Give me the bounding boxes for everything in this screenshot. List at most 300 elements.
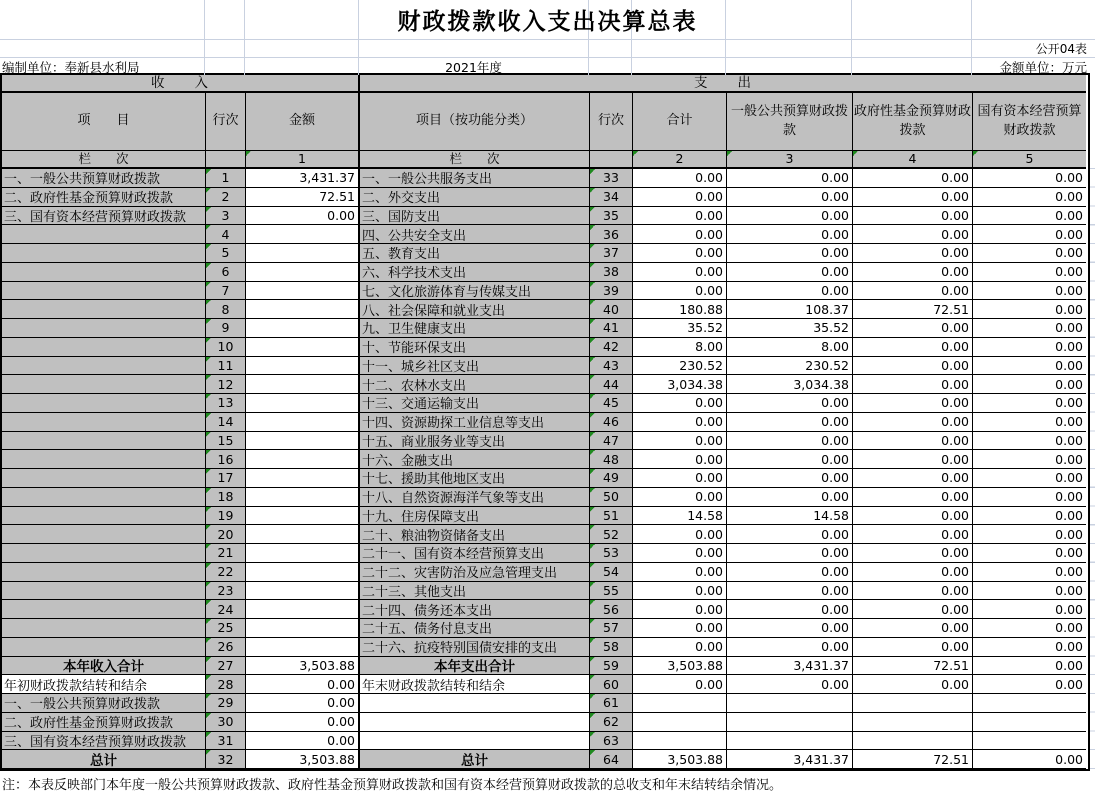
expense-value-cell-text: 0.00	[821, 245, 849, 261]
income-amount-cell-text: 3,431.37	[299, 170, 355, 186]
band-expenditure	[360, 75, 1086, 93]
expense-value-cell-text: 0.00	[695, 226, 723, 242]
expense-value-cell	[853, 282, 973, 301]
income-item-cell	[2, 488, 206, 507]
expense-value-cell-text: 0.00	[941, 432, 969, 448]
expense-value-cell-text: 0.00	[941, 395, 969, 411]
grid-cell	[632, 40, 726, 57]
expense-value-cell	[633, 188, 727, 207]
income-item-cell	[2, 338, 206, 357]
income-amount-cell	[246, 525, 360, 544]
expense-item-cell-text: 二、外交支出	[362, 191, 441, 207]
expense-item-cell-text: 十五、商业服务业等支出	[362, 434, 506, 450]
cell-flag-icon	[206, 413, 211, 418]
expense-value-cell-text: 3,503.88	[667, 751, 723, 767]
expense-rowno-cell-text: 45	[603, 395, 619, 411]
expense-value-cell	[727, 300, 853, 319]
expense-value-cell-text: 0.00	[941, 601, 969, 617]
expense-rowno-cell	[590, 413, 633, 432]
expense-value-cell	[973, 450, 1086, 469]
expense-value-cell	[853, 600, 973, 619]
grid-cell	[359, 40, 589, 57]
col-header-total	[633, 93, 727, 151]
expense-value-cell	[973, 432, 1086, 451]
cell-flag-icon	[206, 488, 211, 493]
income-rowno-cell	[206, 675, 246, 694]
grid-cell	[245, 40, 359, 57]
expense-value-cell-text: 72.51	[933, 751, 969, 767]
income-rowno-cell-text: 3	[221, 207, 230, 223]
cell-flag-icon	[206, 207, 211, 212]
income-item-cell-text: 二、政府性基金预算财政拨款	[4, 716, 174, 732]
income-rowno-cell-text: 9	[221, 320, 230, 336]
expense-item-cell-text: 十、节能环保支出	[362, 341, 467, 357]
expense-rowno-cell-text: 42	[603, 339, 619, 355]
cell-flag-icon	[206, 600, 211, 605]
expense-value-cell-text: 0.00	[1055, 320, 1083, 336]
grid-cell	[205, 40, 245, 57]
income-rowno-cell-text: 16	[217, 451, 234, 467]
expense-value-cell	[853, 300, 973, 319]
col-header-item-right	[360, 93, 590, 151]
expense-value-cell	[633, 657, 727, 676]
expense-value-cell	[973, 525, 1086, 544]
expense-item-cell-text: 二十四、债务还本支出	[362, 603, 493, 619]
expense-value-cell	[633, 300, 727, 319]
expense-item-cell-text: 十三、交通运输支出	[362, 397, 480, 413]
grid-cell	[852, 58, 972, 76]
expense-value-cell-text: 0.00	[1055, 639, 1083, 655]
expense-item-cell	[360, 188, 590, 207]
income-rowno-cell-text: 30	[217, 714, 234, 730]
lanci-col-3	[727, 151, 853, 169]
income-amount-cell	[246, 638, 360, 657]
income-rowno-cell-text: 5	[221, 245, 230, 261]
cell-flag-icon	[246, 151, 251, 156]
income-item-cell-text: 本年收入合计	[63, 659, 144, 676]
title-row	[0, 0, 1095, 40]
income-amount-cell-text: 72.51	[319, 189, 355, 205]
expense-item-cell-text: 七、文化旅游体育与传媒支出	[362, 284, 532, 300]
income-rowno-cell	[206, 657, 246, 676]
expense-value-cell	[727, 675, 853, 694]
expense-item-cell-text: 十八、自然资源海洋气象等支出	[362, 491, 545, 507]
expense-value-cell	[727, 657, 853, 676]
income-item-cell	[2, 750, 206, 769]
expense-rowno-cell-text: 49	[603, 470, 619, 486]
page-title: 财政拨款收入支出决算总表	[397, 9, 698, 35]
expense-value-cell	[727, 694, 853, 713]
income-rowno-cell	[206, 319, 246, 338]
expense-value-cell	[727, 732, 853, 751]
expense-value-cell-text: 0.00	[1055, 207, 1083, 223]
expense-value-cell	[853, 732, 973, 751]
expense-value-cell	[633, 282, 727, 301]
expense-rowno-cell-text: 48	[603, 451, 619, 467]
expense-value-cell	[853, 432, 973, 451]
expense-value-cell	[973, 375, 1086, 394]
income-amount-cell	[246, 450, 360, 469]
expense-value-cell	[973, 169, 1086, 188]
income-item-cell	[2, 619, 206, 638]
expense-rowno-cell	[590, 319, 633, 338]
cell-flag-icon	[590, 432, 595, 437]
income-amount-cell	[246, 394, 360, 413]
expense-value-cell-text: 0.00	[1055, 526, 1083, 542]
income-rowno-cell-text: 7	[221, 282, 230, 298]
sheet-edge-gridlines	[1090, 168, 1095, 770]
expense-value-cell	[633, 413, 727, 432]
expense-value-cell-text: 0.00	[821, 451, 849, 467]
expense-value-cell-text: 0.00	[941, 620, 969, 636]
expense-item-cell-text: 十四、资源勘探工业信息等支出	[362, 416, 545, 432]
expense-value-cell	[633, 357, 727, 376]
expense-value-cell-text: 3,431.37	[793, 751, 849, 767]
expense-value-cell	[853, 582, 973, 601]
income-amount-cell-text: 0.00	[327, 695, 355, 711]
expense-item-cell	[360, 525, 590, 544]
expense-value-cell-text: 0.00	[821, 470, 849, 486]
expense-value-cell-text: 0.00	[1055, 282, 1083, 298]
expense-item-cell-text: 六、科学技术支出	[362, 266, 467, 282]
expense-value-cell	[973, 225, 1086, 244]
income-item-cell	[2, 432, 206, 451]
income-item-cell	[2, 638, 206, 657]
income-rowno-cell-text: 11	[217, 357, 234, 373]
meta-row-2	[0, 58, 1095, 73]
income-amount-cell-text: 0.00	[327, 207, 355, 223]
income-rowno-cell-text: 15	[217, 432, 234, 448]
expense-value-cell-text: 3,503.88	[667, 657, 723, 673]
expense-value-cell-text: 0.00	[695, 207, 723, 223]
expense-rowno-cell-text: 34	[603, 189, 619, 205]
grid-cell	[589, 58, 632, 76]
income-rowno-cell-text: 4	[221, 226, 230, 242]
expense-rowno-cell	[590, 300, 633, 319]
expense-item-cell	[360, 694, 590, 713]
income-rowno-cell	[206, 507, 246, 526]
expense-value-cell-text: 8.00	[695, 339, 723, 355]
cell-flag-icon	[590, 582, 595, 587]
income-rowno-cell	[206, 263, 246, 282]
expense-value-cell-text: 0.00	[941, 357, 969, 373]
income-rowno-cell-text: 1	[221, 170, 230, 186]
lanci-left-label	[2, 151, 206, 169]
expense-value-cell	[973, 207, 1086, 226]
income-rowno-cell-text: 28	[217, 676, 234, 692]
expense-item-cell-text: 十二、农林水支出	[362, 378, 467, 394]
expense-value-cell-text: 0.00	[1055, 564, 1083, 580]
income-rowno-cell-text: 13	[217, 395, 234, 411]
expense-value-cell	[973, 488, 1086, 507]
col-header-amount-label: 金额	[288, 113, 315, 129]
income-item-cell	[2, 357, 206, 376]
expense-value-cell-text: 0.00	[941, 376, 969, 392]
expense-value-cell-text: 0.00	[695, 601, 723, 617]
expense-value-cell	[853, 469, 973, 488]
expense-value-cell-text: 0.00	[1055, 357, 1083, 373]
grid-cell	[632, 58, 726, 76]
expense-item-cell	[360, 582, 590, 601]
expense-value-cell-text: 0.00	[695, 170, 723, 186]
expense-value-cell-text: 0.00	[1055, 395, 1083, 411]
income-amount-cell	[246, 600, 360, 619]
expense-rowno-cell	[590, 525, 633, 544]
expense-rowno-cell	[590, 600, 633, 619]
expense-value-cell-text: 35.52	[687, 320, 723, 336]
cell-flag-icon	[590, 525, 595, 530]
income-rowno-cell-text: 23	[217, 582, 234, 598]
expense-value-cell-text: 0.00	[695, 189, 723, 205]
cell-flag-icon	[590, 357, 595, 362]
income-rowno-cell-text: 31	[217, 732, 234, 748]
expense-value-cell-text: 0.00	[1055, 451, 1083, 467]
footnote: 注：本表反映部门本年度一般公共预算财政拨款、政府性基金预算财政拨款和国有资本经营预算财政拨款的总收支和年末结转结余情况。	[2, 778, 783, 792]
expense-value-cell-text: 0.00	[941, 470, 969, 486]
income-amount-cell-text: 0.00	[327, 732, 355, 748]
income-item-cell	[2, 713, 206, 732]
cell-flag-icon	[590, 263, 595, 268]
expense-value-cell-text: 0.00	[1055, 301, 1083, 317]
income-rowno-cell-text: 6	[221, 264, 230, 280]
expense-item-cell	[360, 732, 590, 751]
cell-flag-icon	[590, 675, 595, 680]
col-header-item-left	[2, 93, 206, 151]
expense-value-cell	[973, 188, 1086, 207]
expense-value-cell	[853, 244, 973, 263]
income-rowno-cell-text: 21	[217, 545, 234, 561]
expense-item-cell	[360, 469, 590, 488]
cell-flag-icon	[590, 469, 595, 474]
income-item-cell	[2, 525, 206, 544]
expense-value-cell-text: 0.00	[821, 395, 849, 411]
grid-cell	[205, 58, 245, 76]
cell-flag-icon	[206, 582, 211, 587]
expense-value-cell	[633, 244, 727, 263]
expense-value-cell-text: 14.58	[687, 507, 723, 523]
expense-value-cell-text: 0.00	[821, 601, 849, 617]
lanci-left-text: 栏 次	[78, 151, 129, 167]
income-amount-cell	[246, 582, 360, 601]
income-amount-cell	[246, 188, 360, 207]
expense-item-cell-text: 四、公共安全支出	[362, 228, 467, 244]
expense-value-cell	[973, 413, 1086, 432]
lanci-col-5-label: 5	[1025, 151, 1034, 167]
expense-value-cell	[973, 544, 1086, 563]
expense-value-cell-text: 0.00	[941, 189, 969, 205]
expense-rowno-cell-text: 58	[603, 639, 619, 655]
expense-rowno-cell	[590, 450, 633, 469]
expense-value-cell	[973, 319, 1086, 338]
income-item-cell-text: 二、政府性基金预算财政拨款	[4, 191, 174, 207]
expense-value-cell	[853, 525, 973, 544]
expense-value-cell-text: 0.00	[821, 582, 849, 598]
expense-rowno-cell-text: 64	[603, 751, 619, 767]
expense-value-cell	[853, 507, 973, 526]
cell-flag-icon	[590, 694, 595, 699]
band-expenditure-label: 支 出	[694, 75, 752, 91]
income-amount-cell	[246, 169, 360, 188]
expense-value-cell	[973, 244, 1086, 263]
income-rowno-cell	[206, 619, 246, 638]
income-item-cell-text: 三、国有资本经营预算财政拨款	[4, 734, 187, 750]
lanci-col-4	[853, 151, 973, 169]
expense-item-cell	[360, 750, 590, 769]
cell-flag-icon	[206, 432, 211, 437]
income-rowno-cell-text: 26	[217, 639, 234, 655]
expense-value-cell-text: 0.00	[1055, 676, 1083, 692]
expense-value-cell	[727, 225, 853, 244]
expense-item-cell	[360, 413, 590, 432]
income-item-cell	[2, 300, 206, 319]
lanci-empty-cell	[590, 151, 633, 169]
cell-flag-icon	[206, 619, 211, 624]
expense-rowno-cell	[590, 694, 633, 713]
expense-value-cell-text: 0.00	[695, 245, 723, 261]
expense-value-cell-text: 0.00	[1055, 545, 1083, 561]
expense-value-cell-text: 0.00	[821, 414, 849, 430]
expense-value-cell	[853, 319, 973, 338]
expense-rowno-cell	[590, 638, 633, 657]
expense-item-cell-text: 二十六、抗疫特别国债安排的支出	[362, 641, 558, 657]
band-income	[2, 75, 360, 93]
income-amount-cell	[246, 300, 360, 319]
expense-value-cell-text: 0.00	[1055, 489, 1083, 505]
income-item-cell	[2, 469, 206, 488]
cell-flag-icon	[590, 619, 595, 624]
expense-rowno-cell	[590, 282, 633, 301]
income-amount-cell	[246, 338, 360, 357]
expense-item-cell-text: 十六、金融支出	[362, 453, 454, 469]
expense-value-cell	[973, 563, 1086, 582]
expense-rowno-cell-text: 51	[603, 507, 619, 523]
cell-flag-icon	[206, 563, 211, 568]
income-item-cell	[2, 657, 206, 676]
cell-flag-icon	[590, 300, 595, 305]
expense-rowno-cell-text: 60	[603, 676, 619, 692]
expense-rowno-cell	[590, 188, 633, 207]
expense-value-cell-text: 0.00	[695, 564, 723, 580]
expense-value-cell-text: 108.37	[805, 301, 849, 317]
col-header-rowno-left-label: 行次	[212, 113, 239, 129]
income-rowno-cell-text: 17	[217, 470, 234, 486]
cell-flag-icon	[206, 507, 211, 512]
lanci-col-2-label: 2	[675, 151, 684, 167]
expense-value-cell	[973, 732, 1086, 751]
income-amount-cell	[246, 282, 360, 301]
income-amount-cell	[246, 713, 360, 732]
col-header-gov-fund	[853, 93, 973, 151]
expense-value-cell-text: 0.00	[821, 545, 849, 561]
income-rowno-cell-text: 8	[221, 301, 230, 317]
cell-flag-icon	[206, 544, 211, 549]
expense-rowno-cell-text: 39	[603, 282, 619, 298]
income-amount-cell	[246, 244, 360, 263]
expense-item-cell	[360, 375, 590, 394]
expense-item-cell	[360, 282, 590, 301]
income-amount-cell	[246, 544, 360, 563]
expense-value-cell-text: 0.00	[1055, 245, 1083, 261]
expense-value-cell-text: 0.00	[821, 170, 849, 186]
cell-flag-icon	[590, 657, 595, 662]
expense-value-cell	[727, 450, 853, 469]
expense-value-cell	[973, 394, 1086, 413]
income-rowno-cell	[206, 169, 246, 188]
expense-item-cell-text: 三、国防支出	[362, 209, 441, 225]
expense-rowno-cell-text: 57	[603, 620, 619, 636]
expense-value-cell-text: 0.00	[695, 264, 723, 280]
income-rowno-cell-text: 2	[221, 189, 230, 205]
income-item-cell	[2, 544, 206, 563]
expense-rowno-cell-text: 41	[603, 320, 619, 336]
expense-value-cell-text: 0.00	[941, 564, 969, 580]
col-header-amount	[246, 93, 360, 151]
expense-value-cell-text: 0.00	[941, 639, 969, 655]
cell-flag-icon	[590, 732, 595, 737]
cell-flag-icon	[206, 525, 211, 530]
expense-value-cell-text: 0.00	[695, 282, 723, 298]
expense-item-cell	[360, 638, 590, 657]
expense-value-cell	[853, 338, 973, 357]
expense-value-cell	[853, 619, 973, 638]
income-rowno-cell-text: 27	[217, 657, 234, 673]
cell-flag-icon	[206, 469, 211, 474]
expense-value-cell	[633, 450, 727, 469]
income-rowno-cell	[206, 244, 246, 263]
income-rowno-cell-text: 25	[217, 620, 234, 636]
income-rowno-cell	[206, 282, 246, 301]
lanci-col-1-label: 1	[298, 151, 306, 167]
col-header-rowno-left	[206, 93, 246, 151]
expense-value-cell-text: 0.00	[695, 620, 723, 636]
cell-flag-icon	[206, 319, 211, 324]
income-rowno-cell-text: 32	[217, 751, 234, 767]
expense-value-cell-text: 0.00	[1055, 414, 1083, 430]
income-amount-cell	[246, 319, 360, 338]
income-rowno-cell	[206, 394, 246, 413]
expense-value-cell-text: 230.52	[805, 357, 849, 373]
expense-item-cell-text: 一、一般公共服务支出	[362, 172, 493, 188]
expense-rowno-cell-text: 36	[603, 226, 619, 242]
income-item-cell	[2, 375, 206, 394]
expense-value-cell-text: 0.00	[941, 320, 969, 336]
income-item-cell	[2, 450, 206, 469]
expense-value-cell-text: 72.51	[933, 301, 969, 317]
expense-value-cell	[973, 713, 1086, 732]
expense-value-cell-text: 0.00	[695, 676, 723, 692]
income-rowno-cell	[206, 469, 246, 488]
expense-value-cell	[727, 619, 853, 638]
expense-item-cell	[360, 394, 590, 413]
expense-value-cell-text: 0.00	[941, 282, 969, 298]
expense-value-cell-text: 180.88	[679, 301, 723, 317]
cell-flag-icon	[590, 750, 595, 755]
income-item-cell	[2, 319, 206, 338]
expense-value-cell	[853, 563, 973, 582]
col-header-gov-fund-label: 政府性基金预算财政拨款	[853, 104, 971, 138]
expense-value-cell	[633, 563, 727, 582]
cell-flag-icon	[590, 488, 595, 493]
expense-item-cell	[360, 263, 590, 282]
expense-value-cell	[633, 225, 727, 244]
cell-flag-icon	[206, 225, 211, 230]
income-item-cell-text: 年初财政拨款结转和结余	[4, 678, 148, 694]
expense-value-cell-text: 0.00	[941, 451, 969, 467]
expense-value-cell	[853, 207, 973, 226]
expense-value-cell	[633, 544, 727, 563]
expense-rowno-cell-text: 47	[603, 432, 619, 448]
expense-item-cell-text: 十七、援助其他地区支出	[362, 472, 506, 488]
